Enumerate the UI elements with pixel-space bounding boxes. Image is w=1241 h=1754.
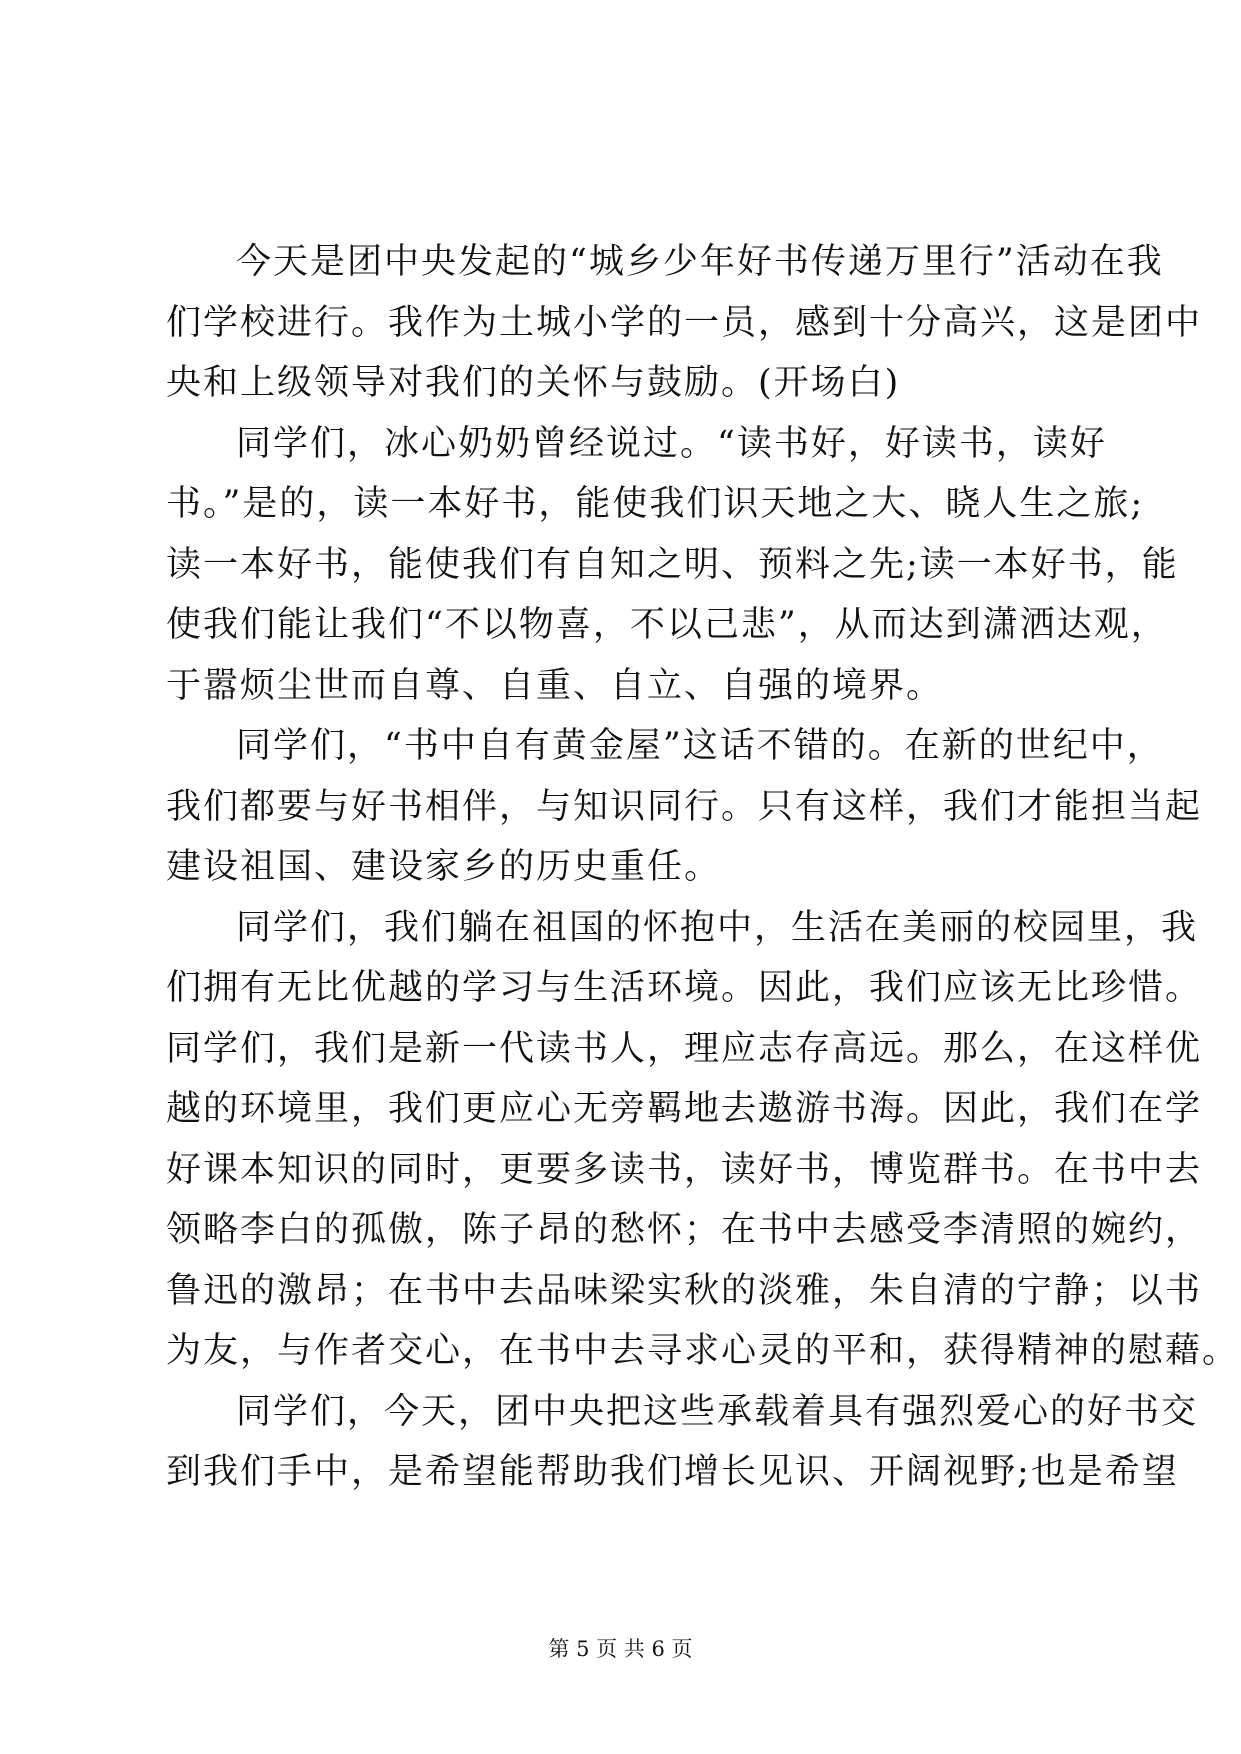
text-line: 同学们，我们是新一代读书人，理应志存高远。那么，在这样优 <box>166 1028 1203 1069</box>
text-line: 同学们，冰心奶奶曾经说过。“读书好，好读书，读好 <box>236 423 1107 464</box>
paragraph-opening <box>166 232 1203 414</box>
page-number-footer: 第 5 页 共 6 页 <box>548 1637 693 1661</box>
document-body <box>166 232 1240 1503</box>
text-line: 于嚣烦尘世而自尊、自重、自立、自强的境界。 <box>166 665 944 706</box>
text-line: 使我们能让我们“不以物喜，不以己悲”，从而达到潇洒达观， <box>166 605 1168 645</box>
text-line: 同学们，我们躺在祖国的怀抱中，生活在美丽的校园里，我 <box>236 907 1199 948</box>
text-line: 同学们，今天，团中央把这些承载着具有强烈爱心的好书交 <box>236 1391 1199 1432</box>
text-line: 鲁迅的激昂；在书中去品味梁实秋的淡雅，朱自清的宁静；以书 <box>166 1270 1203 1311</box>
paragraph-golden-house <box>166 716 1203 898</box>
text-line: 好课本知识的同时，更要多读书，读好书，博览群书。在书中去 <box>166 1149 1203 1190</box>
text-line: 越的环境里，我们更应心无旁羁地去遨游书海。因此，我们在学 <box>166 1089 1203 1129</box>
paragraph-read-more <box>166 898 1240 1382</box>
text-line: 我们都要与好书相伴，与知识同行。只有这样，我们才能担当起 <box>166 786 1203 827</box>
text-line: 同学们，“书中自有黄金屋”这话不错的。在新的世纪中， <box>236 726 1164 766</box>
text-line: 央和上级领导对我们的关怀与鼓励。(开场白) <box>166 363 901 403</box>
text-line: 读一本好书，能使我们有自知之明、预料之先;读一本好书，能 <box>166 544 1179 585</box>
text-line: 建设祖国、建设家乡的历史重任。 <box>166 847 722 887</box>
text-line: 书。”是的，读一本好书，能使我们识天地之大、晓人生之旅; <box>166 484 1145 524</box>
text-line: 为友，与作者交心，在书中去寻求心灵的平和，获得精神的慰藉。 <box>166 1331 1240 1371</box>
paragraph-bingxin-quote <box>166 414 1179 717</box>
text-line: 领略李白的孤傲，陈子昂的愁怀；在书中去感受李清照的婉约， <box>166 1210 1203 1250</box>
text-line: 们学校进行。我作为土城小学的一员，感到十分高兴，这是团中 <box>166 302 1203 343</box>
text-line: 到我们手中，是希望能帮助我们增长见识、开阔视野;也是希望 <box>166 1452 1179 1492</box>
text-line: 今天是团中央发起的“城乡少年好书传递万里行”活动在我 <box>236 242 1164 282</box>
paragraph-books-delivered <box>166 1382 1199 1503</box>
text-line: 们拥有无比优越的学习与生活环境。因此，我们应该无比珍惜。 <box>166 968 1203 1008</box>
